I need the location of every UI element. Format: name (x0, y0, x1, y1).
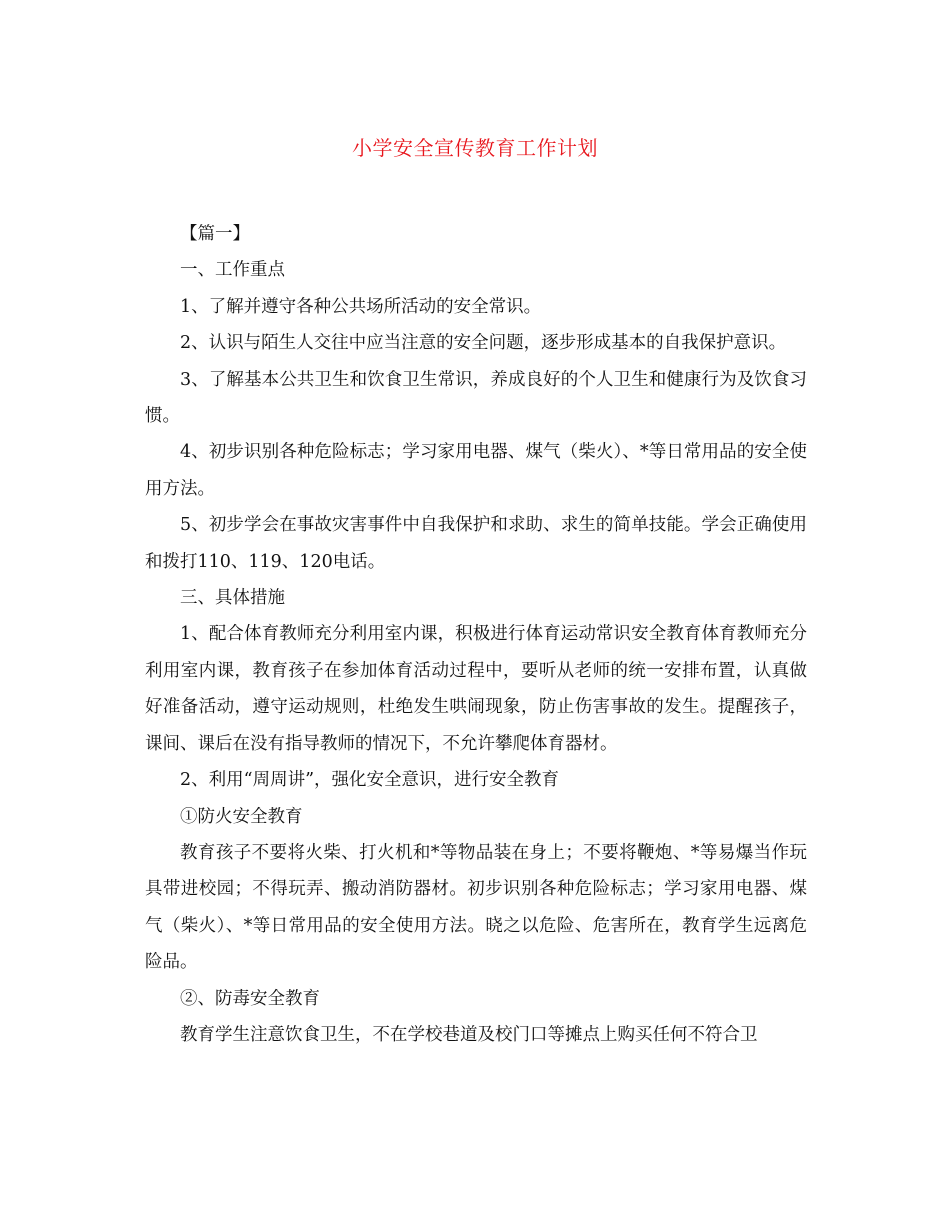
paragraph: 3、了解基本公共卫生和饮食卫生常识，养成良好的个人卫生和健康行为及饮食习惯。 (145, 369, 807, 427)
section-label: 【篇一】 (180, 224, 250, 244)
document-body (145, 216, 807, 1053)
document-title: 小学安全宣传教育工作计划 (352, 136, 598, 160)
paragraph: 5、初步学会在事故灾害事件中自我保护和求助、求生的简单技能。学会正确使用和拨打110、119、120电话。 (145, 515, 807, 572)
paragraph: 1、配合体育教师充分利用室内课，积极进行体育运动常识安全教育体育教师充分利用室内课，教育孩子在参加体育活动过程中，要听从老师的统一安排布置，认真做好准备活动，遵守运动规则，杜绝发生哄闹现象，防止伤害事故的发生。提醒孩子，课间、课后在没有指导教师的情况下，不允许攀爬体育器材。 (145, 624, 807, 754)
paragraph: 教育学生注意饮食卫生，不在学校巷道及校门口等摊点上购买任何不符合卫 (180, 1024, 758, 1045)
paragraph: 2、认识与陌生人交往中应当注意的安全问题，逐步形成基本的自我保护意识。 (180, 333, 787, 354)
paragraph: 1、了解并遵守各种公共场所活动的安全常识。 (180, 296, 542, 317)
paragraph: 教育孩子不要将火柴、打火机和*等物品装在身上；不要将鞭炮、*等易爆当作玩具带进校园；不得玩弄、搬动消防器材。初步识别各种危险标志；学习家用电器、煤气（柴火）、*等日常用品的安全使用方法。晓之以危险、危害所在，教育学生远离危险品。 (145, 842, 807, 973)
paragraph: 4、初步识别各种危险标志；学习家用电器、煤气（柴火）、*等日常用品的安全使用方法。 (145, 442, 807, 499)
subsection-heading: ②、防毒安全教育 (180, 988, 320, 1009)
paragraph: 2、利用“周周讲”，强化安全意识，进行安全教育 (180, 770, 560, 791)
section-heading: 一、工作重点 (180, 260, 285, 281)
subsection-heading: ①防火安全教育 (180, 806, 303, 827)
section-heading: 三、具体措施 (180, 588, 285, 609)
